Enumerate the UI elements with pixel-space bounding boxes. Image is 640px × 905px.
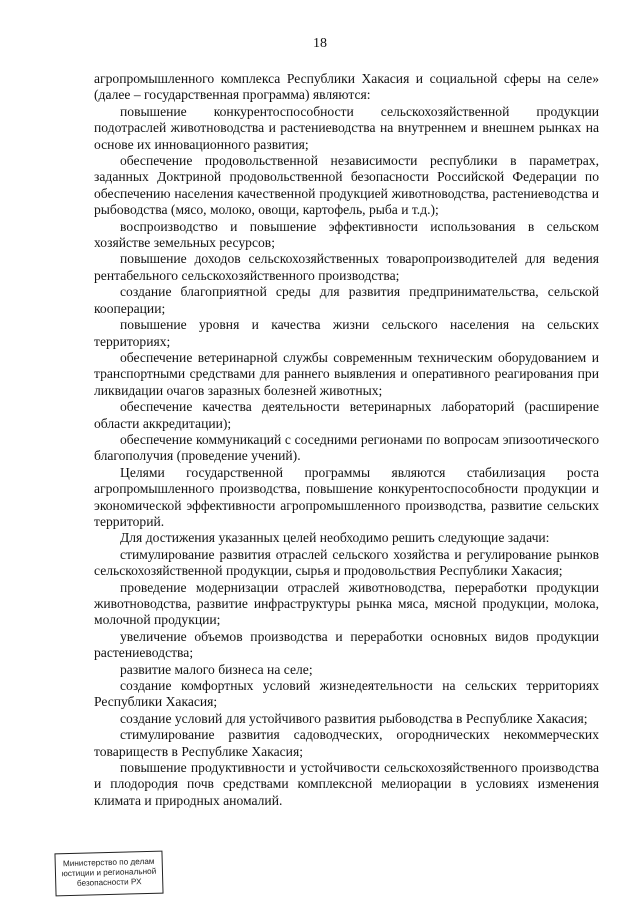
paragraph: повышение конкурентоспособности сельскохозяйственной продукции подотраслей животноводства и растениеводства на внутреннем и внешнем рынках на основе их инновационного развития;	[94, 103, 599, 152]
paragraph: стимулирование развития садоводческих, огороднических некоммерческих товариществ в Республике Хакасия;	[94, 727, 599, 759]
paragraph: создание благоприятной среды для развития предпринимательства, сельской кооперации;	[94, 284, 599, 316]
paragraph: создание комфортных условий жизнедеятельности на сельских территориях Республики Хакасия;	[94, 678, 599, 710]
stamp-line: юстиции и региональной	[61, 866, 157, 879]
paragraph: Целями государственной программы являются стабилизация роста агропромышленного производства, повышение конкурентоспособности продукции и экономической эффективности агропромышленного производства, развитие сельских территорий.	[94, 464, 599, 529]
paragraph: повышение доходов сельскохозяйственных товаропроизводителей для ведения рентабельного сельскохозяйственного производства;	[94, 251, 599, 283]
paragraph: проведение модернизации отраслей животноводства, переработки продукции животноводства, развитие инфраструктуры рынка мяса, мясной продукции, молока, молочной продукции;	[94, 579, 599, 628]
stamp-line: Министерство по делам	[62, 856, 155, 869]
ministry-stamp	[54, 851, 163, 897]
paragraph: воспроизводство и повышение эффективности использования в сельском хозяйстве земельных ресурсов;	[94, 218, 599, 251]
body-text	[94, 71, 599, 809]
paragraph: создание условий для устойчивого развития рыбоводства в Республике Хакасия;	[120, 710, 588, 726]
paragraph: Для достижения указанных целей необходимо решить следующие задачи:	[120, 530, 550, 546]
paragraph: обеспечение коммуникаций с соседними регионами по вопросам эпизоотического благополучия (проведение учений).	[94, 431, 599, 464]
paragraph: обеспечение ветеринарной службы современным техническим оборудованием и транспортными средствами для раннего выявления и оперативного реагирования при ликвидации очагов заразных болезней животных;	[94, 349, 599, 398]
paragraph: обеспечение качества деятельности ветеринарных лабораторий (расширение области аккредитации);	[94, 399, 599, 431]
paragraph: повышение продуктивности и устойчивости сельскохозяйственного производства и плодородия почв средствами комплексной мелиорации в условиях изменения климата и природных аномалий.	[94, 760, 599, 808]
stamp-line: безопасности РХ	[76, 877, 142, 888]
page-number: 18	[313, 36, 327, 51]
paragraph: агропромышленного комплекса Республики Хакасия и социальной сферы на селе» (далее – государственная программа) являются:	[94, 71, 599, 103]
paragraph: повышение уровня и качества жизни сельского населения на сельских территориях;	[94, 317, 599, 349]
paragraph: увеличение объемов производства и переработки основных видов продукции растениеводства;	[94, 628, 599, 661]
paragraph: обеспечение продовольственной независимости республики в параметрах, заданных Доктриной продовольственной безопасности Российской Федерации по обеспечению населения качественной продукцией животноводства, растениеводства и рыбоводства (мясо, молоко, овощи, картофель, рыба и т.д.);	[94, 153, 599, 218]
paragraph: стимулирование развития отраслей сельского хозяйства и регулирование рынков сельскохозяйственной продукции, сырья и продовольствия Республики Хакасия;	[94, 546, 599, 579]
paragraph: развитие малого бизнеса на селе;	[120, 661, 313, 677]
